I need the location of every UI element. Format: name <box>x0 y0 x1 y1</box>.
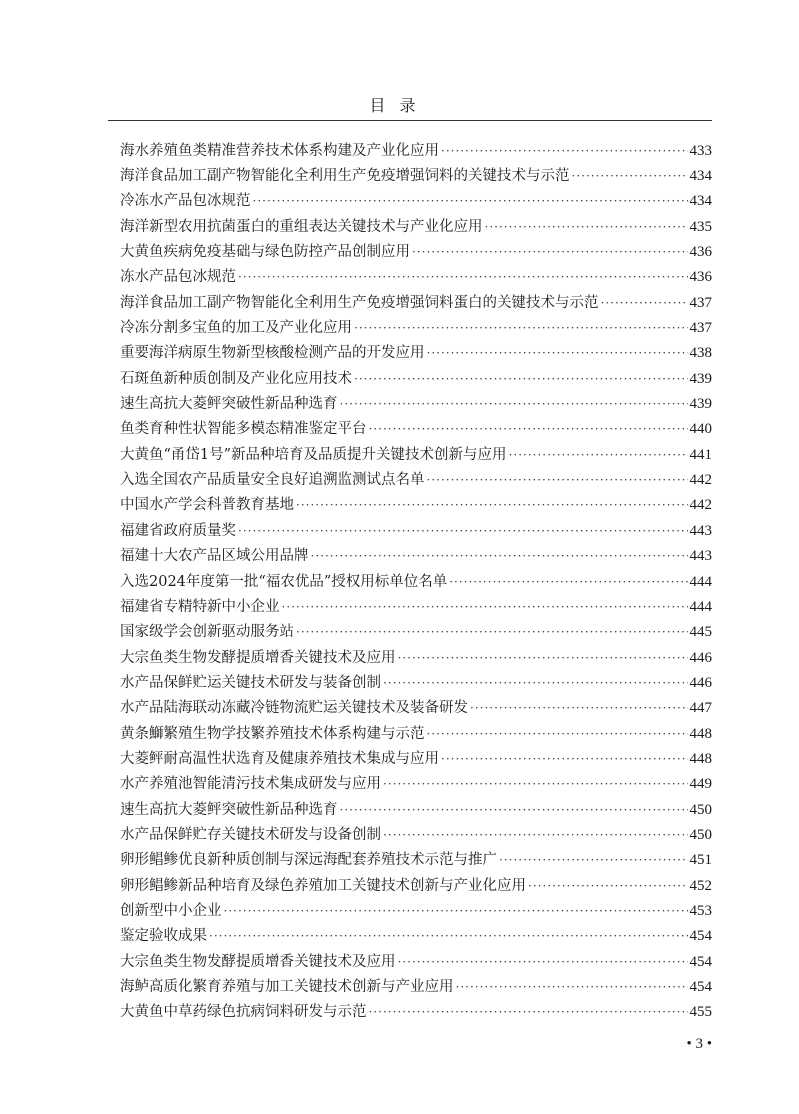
toc-entry-page: 436 <box>689 269 712 286</box>
toc-entry-page: 454 <box>689 979 712 996</box>
toc-entry[interactable] <box>120 645 712 670</box>
toc-entry-page: 438 <box>689 345 712 362</box>
toc-entry[interactable] <box>120 138 712 163</box>
toc-entry[interactable] <box>120 315 712 340</box>
toc-entry[interactable] <box>120 898 712 923</box>
toc-entry[interactable] <box>120 594 712 619</box>
toc-entry[interactable] <box>120 696 712 721</box>
toc-entry-title: 速生高抗大菱鲆突破性新品种选育 <box>120 396 338 413</box>
toc-entry[interactable] <box>120 746 712 771</box>
toc-entry[interactable] <box>120 442 712 467</box>
toc-entry-title: 大菱鲆耐高温性状选育及健康养殖技术集成与应用 <box>120 750 439 767</box>
toc-entry-title: 卵形鲳鲹优良新种质创制与深远海配套养殖技术示范与推广 <box>120 852 497 869</box>
toc-entry-page: 446 <box>689 674 712 691</box>
toc-entry[interactable] <box>120 214 712 239</box>
toc-entry-title: 石斑鱼新种质创制及产业化应用技术 <box>120 370 352 387</box>
toc-entry-page: 442 <box>689 497 712 514</box>
dot-leader <box>296 623 688 641</box>
dot-leader <box>224 902 688 920</box>
toc-entry[interactable] <box>120 1000 712 1025</box>
toc-entry-page: 453 <box>689 902 712 919</box>
dot-leader <box>441 142 688 160</box>
dot-leader <box>398 953 688 971</box>
toc-entry[interactable] <box>120 569 712 594</box>
dot-leader <box>427 471 688 489</box>
toc-entry-page: 454 <box>689 953 712 970</box>
toc-entry-page: 446 <box>689 649 712 666</box>
toc-entry[interactable] <box>120 949 712 974</box>
toc-entry-title: 海洋新型农用抗菌蛋白的重组表达关键技术与产业化应用 <box>120 218 483 235</box>
dot-leader <box>238 268 688 286</box>
toc-entry-page: 451 <box>689 852 712 869</box>
toc-entry-title: 鉴定验收成果 <box>120 928 207 945</box>
toc-entry-title: 入选全国农产品质量安全良好追溯监测试点名单 <box>120 472 425 489</box>
dot-leader <box>340 801 688 819</box>
toc-entry-title: 速生高抗大菱鲆突破性新品种选育 <box>120 801 338 818</box>
toc-entry-page: 435 <box>689 218 712 235</box>
toc-entry-page: 439 <box>689 370 712 387</box>
toc-entry-page: 437 <box>689 320 712 337</box>
toc-entry[interactable] <box>120 974 712 999</box>
toc-entry-page: 454 <box>689 928 712 945</box>
toc-entry[interactable] <box>120 239 712 264</box>
toc-entry[interactable] <box>120 290 712 315</box>
toc-entry-title: 重要海洋病原生物新型核酸检测产品的开发应用 <box>120 345 425 362</box>
toc-entry-page: 448 <box>689 750 712 767</box>
toc-entry-page: 433 <box>689 142 712 159</box>
dot-leader <box>427 725 688 743</box>
toc-entry-title: 福建省专精特新中小企业 <box>120 598 280 615</box>
dot-leader <box>282 598 688 616</box>
toc-entry-page: 439 <box>689 396 712 413</box>
toc-entry-title: 海鲈高质化繁育养殖与加工关键技术创新与产业应用 <box>120 979 454 996</box>
toc-entry-title: 入选2024年度第一批“福农优品”授权用标单位名单 <box>120 573 448 590</box>
dot-leader <box>470 699 688 717</box>
toc-entry-page: 452 <box>689 877 712 894</box>
toc-entry[interactable] <box>120 873 712 898</box>
toc-entry[interactable] <box>120 670 712 695</box>
dot-leader <box>427 344 688 362</box>
dot-leader <box>528 877 688 895</box>
toc-entry-title: 大黄鱼“甬岱1号”新品种培育及品质提升关键技术创新与应用 <box>120 446 507 463</box>
dot-leader <box>238 522 688 540</box>
toc-entry-page: 445 <box>689 624 712 641</box>
dot-leader <box>509 446 688 464</box>
toc-entry-title: 创新型中小企业 <box>120 902 222 919</box>
dot-leader <box>369 1003 688 1021</box>
toc-entry[interactable] <box>120 493 712 518</box>
dot-leader <box>354 370 688 388</box>
dot-leader <box>253 192 688 210</box>
toc-entry-page: 455 <box>689 1004 712 1021</box>
toc-entry-page: 441 <box>689 446 712 463</box>
toc-entry-page: 443 <box>689 548 712 565</box>
toc-entry-page: 444 <box>689 598 712 615</box>
dot-leader <box>311 547 688 565</box>
dot-leader <box>383 674 688 692</box>
toc-entry-page: 448 <box>689 725 712 742</box>
toc-entry-title: 卵形鲳鲹新品种培育及绿色养殖加工关键技术创新与产业化应用 <box>120 877 526 894</box>
toc-entry[interactable] <box>120 163 712 188</box>
toc-entry[interactable] <box>120 518 712 543</box>
dot-leader <box>398 649 688 667</box>
toc-entry[interactable] <box>120 848 712 873</box>
toc-entry-title: 冻水产品包冰规范 <box>120 269 236 286</box>
toc-entry-page: 444 <box>689 573 712 590</box>
toc-entry-title: 福建十大农产品区域公用品牌 <box>120 548 309 565</box>
dot-leader <box>485 218 688 236</box>
toc-entry-page: 450 <box>689 826 712 843</box>
toc-entry-page: 449 <box>689 776 712 793</box>
dot-leader <box>296 496 688 514</box>
toc-entry[interactable] <box>120 721 712 746</box>
toc-entry[interactable] <box>120 620 712 645</box>
toc-entry-title: 大宗鱼类生物发酵提质增香关键技术及应用 <box>120 649 396 666</box>
dot-leader <box>441 750 688 768</box>
toc-entry-title: 海洋食品加工副产物智能化全利用生产免疫增强饲料蛋白的关键技术与示范 <box>120 294 599 311</box>
toc-entry[interactable] <box>120 822 712 847</box>
toc-entry[interactable] <box>120 366 712 391</box>
toc-entry-page: 434 <box>689 168 712 185</box>
toc-entry-title: 海水养殖鱼类精准营养技术体系构建及产业化应用 <box>120 142 439 159</box>
toc-entry[interactable] <box>120 467 712 492</box>
toc-entry[interactable] <box>120 391 712 416</box>
page-header-title: 目录 <box>369 96 430 115</box>
page-number: • 3 • <box>686 1036 712 1052</box>
toc-entry[interactable] <box>120 417 712 442</box>
toc-entry[interactable] <box>120 797 712 822</box>
dot-leader <box>340 395 688 413</box>
dot-leader <box>354 319 688 337</box>
toc-entry-title: 冷冻水产品包冰规范 <box>120 193 251 210</box>
toc-entry-page: 447 <box>689 700 712 717</box>
toc-entry-title: 中国水产学会科普教育基地 <box>120 497 294 514</box>
dot-leader <box>383 775 688 793</box>
dot-leader <box>572 167 688 185</box>
toc-entry-page: 437 <box>689 294 712 311</box>
toc-entry-title: 鱼类育种性状智能多模态精准鉴定平台 <box>120 421 367 438</box>
dot-leader <box>499 851 688 869</box>
toc-entry-title: 福建省政府质量奖 <box>120 522 236 539</box>
toc-entry[interactable] <box>120 265 712 290</box>
dot-leader <box>601 294 688 312</box>
toc-entry-page: 436 <box>689 244 712 261</box>
dot-leader <box>456 978 688 996</box>
toc-entry[interactable] <box>120 924 712 949</box>
toc-entry-page: 450 <box>689 801 712 818</box>
toc-entry-page: 440 <box>689 421 712 438</box>
dot-leader <box>383 826 688 844</box>
toc-entry-page: 442 <box>689 472 712 489</box>
dot-leader <box>412 243 688 261</box>
toc-entry-title: 海洋食品加工副产物智能化全利用生产免疫增强饲料的关键技术与示范 <box>120 168 570 185</box>
toc-entry-title: 国家级学会创新驱动服务站 <box>120 624 294 641</box>
toc-entry-page: 434 <box>689 193 712 210</box>
toc-entry-page: 443 <box>689 522 712 539</box>
toc-entry[interactable] <box>120 341 712 366</box>
toc-entry[interactable] <box>120 189 712 214</box>
toc-entry-title: 大黄鱼疾病免疫基础与绿色防控产品创制应用 <box>120 244 410 261</box>
toc-entry-title: 黄条鰤繁殖生物学技繁养殖技术体系构建与示范 <box>120 725 425 742</box>
dot-leader <box>209 927 688 945</box>
toc-entry-title: 大黄鱼中草药绿色抗病饲料研发与示范 <box>120 1004 367 1021</box>
header-rule <box>108 120 712 121</box>
toc-entry-title: 水产品陆海联动冻藏冷链物流贮运关键技术及装备研发 <box>120 700 468 717</box>
toc-entry-title: 大宗鱼类生物发酵提质增香关键技术及应用 <box>120 953 396 970</box>
dot-leader <box>449 573 687 591</box>
toc-entry-title: 冷冻分割多宝鱼的加工及产业化应用 <box>120 320 352 337</box>
toc-entry-title: 水产养殖池智能清污技术集成研发与应用 <box>120 776 381 793</box>
toc-entry-title: 水产品保鲜贮运关键技术研发与装备创制 <box>120 674 381 691</box>
table-of-contents <box>120 138 712 1025</box>
toc-entry-title: 水产品保鲜贮存关键技术研发与设备创制 <box>120 826 381 843</box>
toc-entry[interactable] <box>120 772 712 797</box>
toc-entry[interactable] <box>120 544 712 569</box>
dot-leader <box>369 420 688 438</box>
